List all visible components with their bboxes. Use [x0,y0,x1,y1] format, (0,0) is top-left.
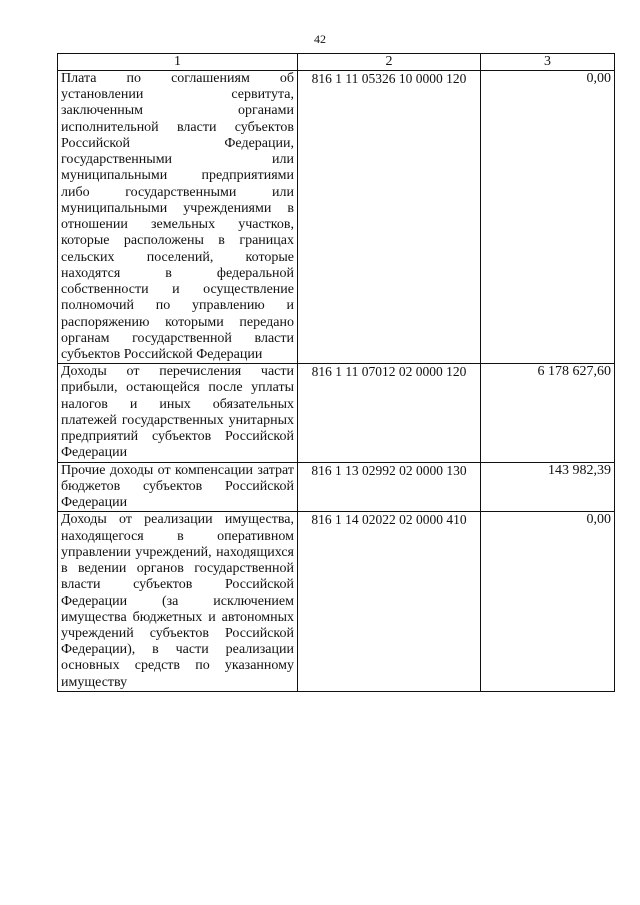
column-header-1: 1 [58,54,298,71]
amount-cell: 6 178 627,60 [481,364,615,462]
table-row [58,462,615,512]
revenue-name-cell: Доходы от реализации имущества, находящегося в оперативном управлении учреждений, находящихся в ведении органов государственной власти субъектов Российской Федерации (за исключением имущества бюджетных и автономных учреждений субъектов Российской Федерации), в части реализации основных средств по указанному имуществу [58,512,298,692]
amount-cell: 143 982,39 [481,462,615,512]
revenue-name-cell: Прочие доходы от компенсации затрат бюджетов субъектов Российской Федерации [58,462,298,512]
table-header-row [58,54,615,71]
amount-cell: 0,00 [481,512,615,692]
column-header-3: 3 [481,54,615,71]
table-row [58,512,615,692]
revenue-name-cell: Доходы от перечисления части прибыли, остающейся после уплаты налогов и иных обязательных платежей государственных унитарных предприятий субъектов Российской Федерации [58,364,298,462]
table-row [58,364,615,462]
revenue-name-cell: Плата по соглашениям об установлении сервитута, заключенным органами исполнительной власти субъектов Российской Федерации, государственными или муниципальными предприятиями либо государственными или муниципальными учреждениями в отношении земельных участков, которые расположены в границах сельских поселений, которые находятся в федеральной собственности и осуществление полномочий по управлению и распоряжению которыми передано органам государственной власти субъектов Российской Федерации [58,71,298,364]
table-row [58,71,615,364]
page-number: 42 [314,32,326,46]
revenue-table [57,53,615,692]
budget-code-cell: 816 1 11 05326 10 0000 120 [298,71,481,364]
amount-cell: 0,00 [481,71,615,364]
budget-code-cell: 816 1 13 02992 02 0000 130 [298,462,481,512]
budget-code-cell: 816 1 14 02022 02 0000 410 [298,512,481,692]
column-header-2: 2 [298,54,481,71]
budget-code-cell: 816 1 11 07012 02 0000 120 [298,364,481,462]
